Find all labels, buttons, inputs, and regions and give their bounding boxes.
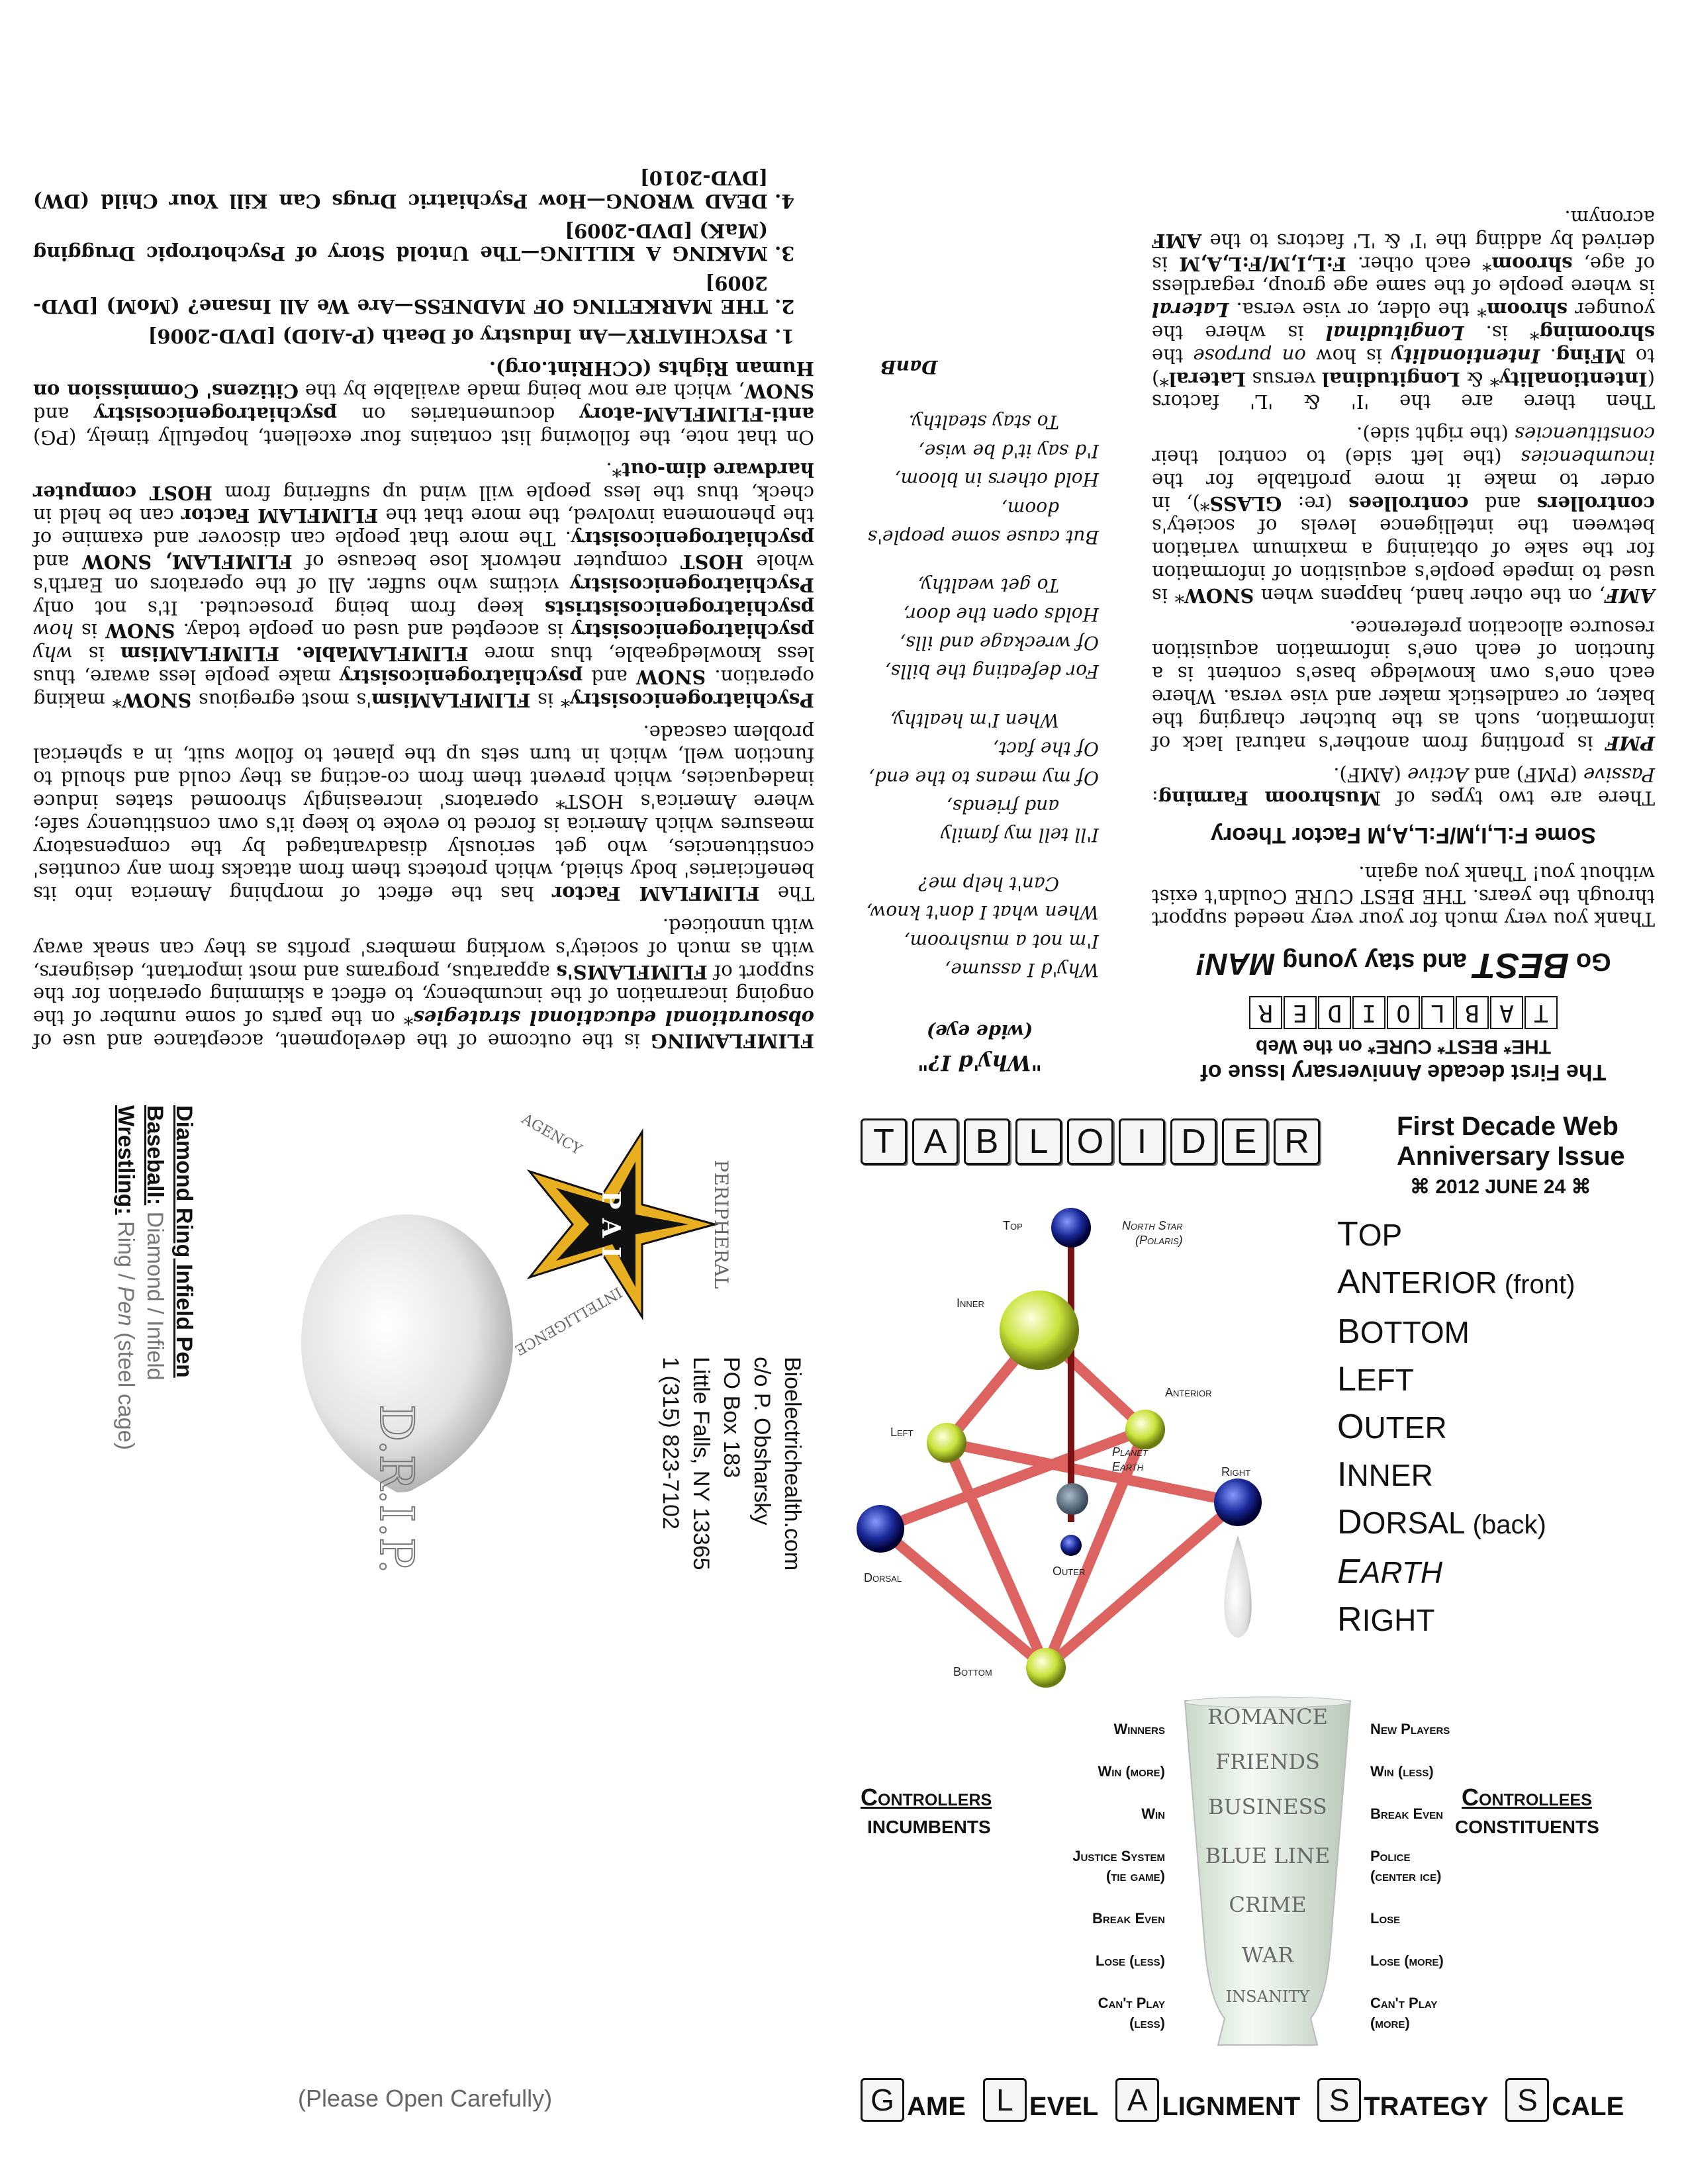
poem-line: Can't help me? <box>918 872 1059 895</box>
tile: B <box>1456 996 1489 1029</box>
drip-text: D.R.I.P. <box>369 1404 424 1574</box>
header-tile: A <box>912 1118 959 1165</box>
poem-line: doom, <box>1001 497 1059 520</box>
label-bottom: Bottom <box>953 1665 992 1678</box>
left-rows <box>1013 1721 1165 2032</box>
glass-scale <box>861 2078 1624 2122</box>
header-date: ⌘ 2012 JUNE 24 ⌘ <box>1410 1176 1591 1198</box>
legend-item: ANTERIOR (front) <box>1337 1263 1575 1301</box>
poem-line: To stay stealthy. <box>908 411 1059 433</box>
label-earth: Earth <box>1112 1460 1144 1473</box>
label-planet: Planet <box>1112 1445 1148 1459</box>
label-inner: Inner <box>957 1297 984 1310</box>
glass-row-left: Win (more) <box>1098 1763 1165 1780</box>
legend-item: BOTTOM <box>1337 1312 1470 1351</box>
theory-paragraph-1: There are two types of Mushroom Farming: Passive (PMF) and Active (AMF). <box>1151 764 1655 810</box>
thanks-text: Thank you very much for your very needed support through the years. THE BEST CURE Couldn't exist without you! Thank you again. <box>1152 862 1655 931</box>
poem-line: I'll tell my family <box>941 824 1099 846</box>
drip-small-icon <box>1224 1535 1251 1638</box>
scale-word: LIGNMENT <box>1162 2092 1301 2121</box>
address-line: Little Falls, NY 13365 <box>688 1357 714 1570</box>
header-line-2: Anniversary Issue <box>1397 1142 1625 1171</box>
poem-subtitle: (wide eye) <box>926 1021 1033 1043</box>
scale-letter: G <box>861 2078 904 2122</box>
paragraph-psychiatrogenicosistry: Psychiatrogenicosistry* is FLIMFLAMism's most egregious SNOW* making operation. SNOW and psychiatrogenicosistry make people less aware, thus less knowledgeable, thus more FLIMFLAMable. FLIMFLAMism is why psychiatrogenicosistry is accepted and used on people today. SNOW is how psychiatrogenicosistrists keep from being prosecuted. It's not only Psychiatrogenicosistry victims who suffer. All of the operators on Earth's whole HOST computer network lose because of FLIMFLAM, SNOW and psychiatrogenicosistry. The more that people can discover and examine of the phenomena involved, the more that the FLIMFLAM Factor can be held in check, thus the less people will wind up suffering from HOST computer hardware dim-out*. <box>32 458 814 711</box>
poem-line: When I'm healthy, <box>890 709 1059 731</box>
legend-item: EARTH <box>1337 1553 1443 1591</box>
tile: O <box>1387 996 1420 1029</box>
header-line-1: First Decade Web <box>1397 1112 1618 1141</box>
header-tile: I <box>1119 1118 1165 1165</box>
direction-legend <box>1337 1211 1575 1644</box>
glass-row-left: Lose (less) <box>1095 1952 1165 1969</box>
glass-words <box>1182 1704 1354 2006</box>
issue-heading: The First decade Anniversary Issue of <box>1200 1060 1607 1085</box>
issue-subheading: THE* BEST* CURE* on the Web <box>1255 1036 1552 1058</box>
right-rows <box>1370 1721 1529 2032</box>
header-tile: B <box>964 1118 1010 1165</box>
header-tile: L <box>1015 1118 1062 1165</box>
glass-row-right: (more) <box>1370 2015 1410 2031</box>
tile: T <box>1524 996 1558 1029</box>
poem-title: "Why'd I?" <box>917 1050 1043 1075</box>
glass-row-left: (tie game) <box>1105 1868 1165 1884</box>
poem-line: But cause some people's <box>867 525 1099 548</box>
drip-title: Diamond Ring Infield Pen <box>171 1105 197 1378</box>
glass-word: INSANITY <box>1225 1987 1310 2006</box>
paragraph-flimflam-factor: The FLIMFLAM Factor has the effect of morphing America into its beneficiaries' body shield, which protects them from attacks from any counties' constituencies, who get seriously disadvantaged by the compensatory measures which America is forced to evoke to keep it's own constituency safe; where America's HOST* operators' increasingly shroomed states induce inadequacies, which prevent them from co-acting as they could and should to function well, which in turn sets up the planet to follow suit, in a spherical problem cascade. <box>33 721 814 905</box>
label-right: Right <box>1221 1465 1251 1479</box>
controllers-heading: Controllers <box>861 1784 992 1811</box>
legend-item: OUTER <box>1337 1408 1447 1446</box>
tablo-diagram <box>861 1191 1311 1714</box>
glass-word: WAR <box>1241 1942 1294 1968</box>
poem-signature: DanB <box>880 355 938 378</box>
legend-item: LEFT <box>1337 1360 1414 1398</box>
top-right-article <box>861 46 1655 1092</box>
bottom-ball <box>1026 1648 1066 1688</box>
tile: E <box>1284 996 1317 1029</box>
poem-line: For defeating the bills, <box>884 660 1099 683</box>
dorsal-ball <box>857 1505 904 1553</box>
glass-row-left: Winners <box>1113 1721 1165 1737</box>
glass-row-left: (less) <box>1129 2015 1165 2031</box>
constituents-label: CONSTITUENTS <box>1455 1817 1599 1837</box>
header-tile: E <box>1222 1118 1268 1165</box>
scale-letter: S <box>1505 2078 1549 2122</box>
anterior-ball <box>1125 1410 1165 1449</box>
poem-line: I'm not a mushroom, <box>904 930 1099 952</box>
label-north-star: North Star <box>1122 1219 1183 1232</box>
please-open-note: (Please Open Carefully) <box>298 2085 553 2112</box>
legend-item: TOP <box>1337 1215 1403 1253</box>
theory-title: Some F:L,I,M/F:L,A,M Factor Theory <box>1211 823 1596 848</box>
poem-line: When what I don't know, <box>866 901 1099 924</box>
documentary-list <box>33 166 814 347</box>
tabloider-tiles-small <box>1152 996 1655 1029</box>
glass-row-left: Win <box>1141 1805 1165 1822</box>
legend-item: DORSAL (back) <box>1337 1503 1546 1541</box>
glass-row-right: New Players <box>1370 1721 1450 1737</box>
north-star-ball <box>1051 1208 1091 1248</box>
tile: R <box>1249 996 1282 1029</box>
controllees-heading: Controllees <box>1462 1784 1592 1811</box>
scale-word: TRATEGY <box>1364 2092 1489 2121</box>
theory-paragraph-4: Then there are the 'I' & 'L' factors (Intentionality* & Longitudinal versus Lateral*) to MFing. Intentionality is how on purpose the shrooming* is. Longitudinal is where the younger shroom* the older, or vise versa. Lateral is where people of the same age group, regardless of age, shroom* each other. F:L,I,M/F:L,A,M is derived by adding the 'I' & 'L' factors to the AMF acronym. <box>1151 206 1655 414</box>
anniversary-header <box>1397 1112 1625 1199</box>
theory-paragraph-2: PMF is profiting from another's natural lack of information, such as the butcher charging the baker, or candlestick maker and vise versa. Where each one's own knowledge base's content is a function of each one's information acquisition resource allocation preference. <box>1152 616 1655 754</box>
glass-word: CRIME <box>1229 1892 1307 1917</box>
top-left-article <box>33 46 814 1052</box>
scale-letter: L <box>983 2078 1027 2122</box>
legend-item: RIGHT <box>1337 1600 1435 1639</box>
poem-line: Of wreckage and ills, <box>900 632 1099 655</box>
tile: I <box>1352 996 1385 1029</box>
glass-word: BLUE LINE <box>1205 1843 1331 1868</box>
documentary-item: 2. THE MARKETING OF MADNESS—Are We All Insane? (MoM) [DVD-2009] <box>33 272 768 318</box>
label-polaris: (Polaris) <box>1135 1234 1183 1247</box>
glass-row-left: Justice System <box>1072 1848 1165 1864</box>
address-line: Bioelectrichealth.com <box>780 1357 805 1571</box>
poem-line: and friends, <box>946 796 1059 818</box>
right-ball <box>1214 1479 1262 1526</box>
label-anterior: Anterior <box>1165 1386 1212 1399</box>
inner-ball <box>1000 1291 1079 1370</box>
outer-ball <box>1060 1535 1082 1556</box>
label-outer: Outer <box>1053 1565 1086 1578</box>
address-line: c/o P. Obsharsky <box>749 1357 774 1525</box>
documentary-item: 1. PSYCHIATRY—An Industry of Death (P-AIoD) [DVD-2006] <box>33 324 768 347</box>
glass-word: ROMANCE <box>1207 1704 1329 1729</box>
paragraph-documentaries: On that note, the following list contains four excellent, hopefully timely, (PG) anti-FLIMFLAM-atory documentaries on psychiatrogenicosistry and SNOW, which are now being made available by the Citizens' Commission on Human Rights (CCHRint.org). <box>32 357 814 449</box>
svg-text:INTELLIGENCE: INTELLIGENCE <box>512 1283 625 1359</box>
glass-row-left: Can't Play <box>1098 1995 1165 2011</box>
legend-item: INNER <box>1337 1455 1433 1494</box>
poem-line: Why'd I assume, <box>945 959 1099 981</box>
label-left: Left <box>890 1426 914 1439</box>
scale-word: EVEL <box>1029 2092 1099 2121</box>
header-tile: R <box>1274 1118 1320 1165</box>
poem-line: Of my means to the end, <box>868 766 1099 789</box>
scale-letter: A <box>1115 2078 1159 2122</box>
glass-row-left: Break Even <box>1092 1910 1165 1927</box>
svg-text:PERIPHERAL: PERIPHERAL <box>710 1160 732 1289</box>
tile: D <box>1318 996 1351 1029</box>
bottom-left-panel <box>33 1099 814 2131</box>
svg-text:P A I: P A I <box>596 1190 626 1259</box>
documentary-item: 3. MAKING A KILLING—The Untold Story of Psychotropic Drugging (MaK) [DVD-2009] <box>33 219 768 265</box>
glass-row-right: Break Even <box>1370 1805 1444 1822</box>
theory-column <box>1152 197 1655 1092</box>
documentary-item: 4. DEAD WRONG—How Psychiatric Drugs Can Kill Your Child (DW) [DVD-2010] <box>33 166 768 212</box>
theory-paragraph-3: AMF, on the other hand, happens when SNOW* is used to impede people's acquisition of information for the sake of obtaining a maximum variation between the intelligence levels of society's controllers and controllees (re: GLASS*), in order to make it more profitable for the incumbencies (the left side) to control their constituencies (the right side). <box>1151 423 1655 607</box>
glass-row-right: Police <box>1370 1848 1411 1864</box>
svg-text:AGENCY: AGENCY <box>518 1111 585 1159</box>
go-best-slogan: Go BEST and stay young MAN! <box>1196 946 1611 986</box>
tabloider-header-tiles <box>861 1118 1320 1165</box>
agency-star-logo-icon <box>510 1111 732 1359</box>
earth-icon <box>1056 1483 1088 1515</box>
poem-line: Of the fact, <box>993 738 1099 760</box>
glass-row-right: (center ice) <box>1370 1868 1442 1884</box>
scale-word: AME <box>907 2092 966 2121</box>
label-top: Top <box>1003 1219 1023 1232</box>
poem-line: To get wealthy, <box>917 574 1059 597</box>
header-tile: D <box>1170 1118 1217 1165</box>
glass-row-right: Win (less) <box>1370 1763 1434 1780</box>
incumbents-label: INCUMBENTS <box>867 1817 991 1837</box>
poem-column <box>861 353 1099 1092</box>
tile: A <box>1490 996 1523 1029</box>
address-line: 1 (315) 823-7102 <box>658 1357 683 1529</box>
drip-drop-icon <box>225 1211 536 1674</box>
glass-row-right: Can't Play <box>1370 1995 1438 2011</box>
scale-word: CALE <box>1552 2092 1624 2121</box>
poem-line: Hold others in bloom, <box>894 469 1099 491</box>
baseball-line: Baseball: Diamond / Infield <box>142 1105 167 1381</box>
header-tile: T <box>861 1118 907 1165</box>
poem-line: I'd say it'd be wise, <box>918 439 1099 462</box>
poem-line: Holds open the door, <box>903 603 1099 625</box>
glass-word: BUSINESS <box>1208 1794 1327 1819</box>
glass-word: FRIENDS <box>1215 1749 1320 1774</box>
address-line: PO Box 183 <box>719 1357 744 1479</box>
label-dorsal: Dorsal <box>864 1571 902 1584</box>
left-ball <box>927 1423 966 1463</box>
paragraph-flimflaming: FLIMFLAMING is the outcome of the development, acceptance and use of obsourational educational strategies* on the parts of some number of the ongoing incarnation of the incumbency, to effect a skimming operation for the support of FLIMFLAMS's apparatus, programs and most important, designers, with as much of society's working members' profits as they can sneak away with unnoticed. <box>32 915 814 1052</box>
glass-row-right: Lose <box>1370 1910 1401 1927</box>
bottom-right-panel <box>861 1105 1668 2158</box>
wrestling-line: Wrestling: Ring / Pen (steel cage) <box>113 1105 138 1450</box>
scale-letter: S <box>1317 2078 1361 2122</box>
glass-row-right: Lose (more) <box>1370 1952 1444 1969</box>
tile: L <box>1421 996 1454 1029</box>
header-tile: O <box>1067 1118 1113 1165</box>
